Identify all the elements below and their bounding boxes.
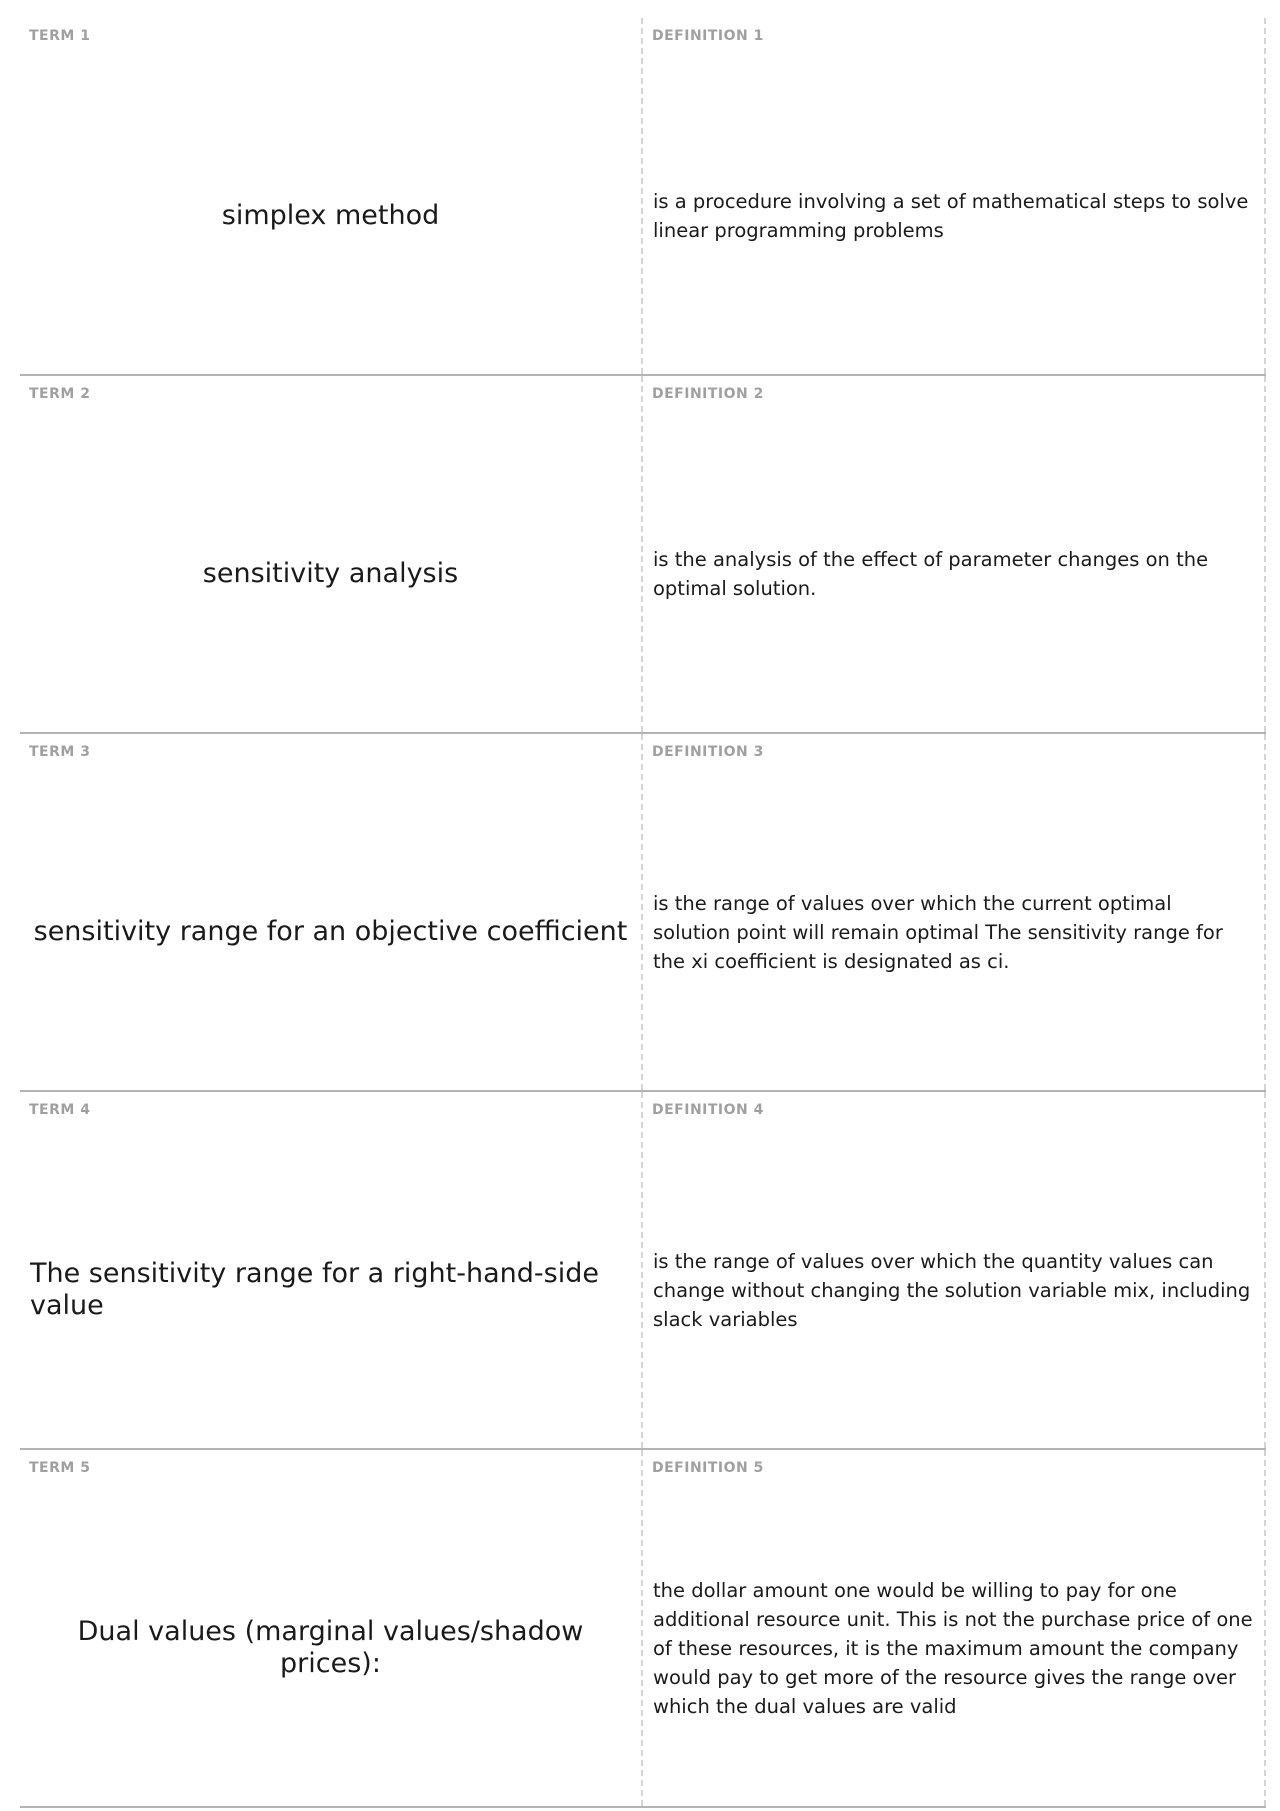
definition-label: DEFINITION 4 [652, 1102, 764, 1118]
term-label: TERM 4 [29, 1102, 91, 1118]
definition-text: is a procedure involving a set of mathematical steps to solve linear programming problems [653, 190, 1249, 242]
term-label: TERM 3 [29, 744, 91, 760]
definition-label: DEFINITION 1 [652, 28, 764, 44]
definition-text: the dollar amount one would be willing to pay for one additional resource unit. This is not the purchase price of one of these resources, it is the maximum amount the company would pay to get more of the resource gives the range over which the dual values are valid [653, 1578, 1253, 1718]
definition-label: DEFINITION 3 [652, 744, 764, 760]
term-cell [20, 18, 643, 374]
term-cell [20, 734, 643, 1090]
term-label: TERM 2 [29, 386, 91, 402]
flashcard-sheet [20, 18, 1266, 1808]
definition-cell [643, 376, 1266, 732]
term-text: The sensitivity range for a right-hand-side value [30, 1258, 599, 1321]
term-label: TERM 1 [29, 28, 91, 44]
term-cell [20, 376, 643, 732]
definition-label: DEFINITION 5 [652, 1460, 764, 1476]
flashcard-row-2 [20, 376, 1266, 734]
term-text: sensitivity range for an objective coefficient [33, 916, 628, 947]
flashcard-row-4 [20, 1092, 1266, 1450]
term-label: TERM 5 [29, 1460, 91, 1476]
definition-cell [643, 1450, 1266, 1806]
flashcard-row-3 [20, 734, 1266, 1092]
term-cell [20, 1092, 643, 1448]
term-text: simplex method [221, 200, 440, 231]
definition-text: is the range of values over which the current optimal solution point will remain optimal The sensitivity range for the xi coefficient is designated as ci. [653, 891, 1223, 973]
flashcard-row-1 [20, 18, 1266, 376]
definition-cell [643, 1092, 1266, 1448]
term-cell [20, 1450, 643, 1806]
definition-label: DEFINITION 2 [652, 386, 764, 402]
term-text: Dual values (marginal values/shadow prices): [77, 1616, 584, 1679]
term-text: sensitivity analysis [202, 558, 459, 589]
definition-text: is the range of values over which the quantity values can change without changing the solution variable mix, including slack variables [653, 1249, 1251, 1331]
definition-cell [643, 18, 1266, 374]
definition-cell [643, 734, 1266, 1090]
definition-text: is the analysis of the effect of parameter changes on the optimal solution. [653, 548, 1209, 600]
flashcard-row-5 [20, 1450, 1266, 1808]
